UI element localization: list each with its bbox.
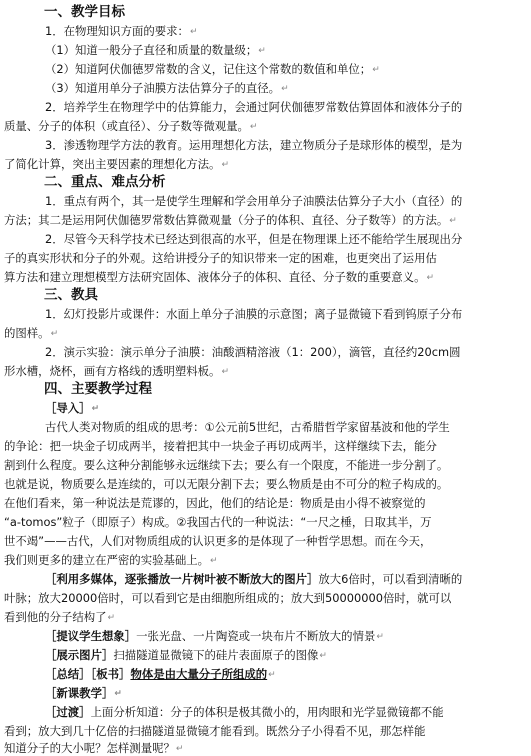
text-line: 2．培养学生在物理学中的估算能力，会通过阿伏伽德罗常数估算固体和液体分子的 [45,100,463,114]
section-heading: 一、教学目标 [44,4,125,20]
text-line: ［导入］ ↵ [45,401,99,416]
text-fragment: 放大6倍时，可以看到清晰的 [318,572,463,586]
bracket-label: ［展示图片］ [45,648,114,662]
text-line: 3．渗透物理学方法的教育。运用理想化方法，建立物质分子是球形体的模型，是为 [45,138,463,152]
text-line [45,629,384,644]
text-line: 1．重点有两个，其一是使学生理解和学会用单分子油膜法估算分子大小（直径）的 [45,194,463,208]
text-line: 的争论：把一块金子切成两半，接着把其中一块金子再切成两半，这样继续下去，能分 [4,439,437,453]
text-line: 了简化计算，突出主要因素的理想化方法。 ↵ [4,157,229,172]
text-line: 算方法和建立理想模型方法研究固体、液体分子的体积、直径、分子数的重要意义。 ↵ [4,270,434,285]
text-line: 2．尽管今天科学技术已经达到很高的水平，但是在物理课上还不能给学生展现出分 [45,232,463,246]
text-line: 1．在物理知识方面的要求： ↵ [45,24,197,39]
section-heading: 三、教具 [44,287,98,303]
text-line: 的图样。 ↵ [4,326,58,341]
text-line: 世不竭”——古代，人们对物质组成的认识更多的是体现了一种哲学思想。而在今天， [4,534,432,548]
text-fragment: 一张光盘、一片陶瓷或一块布片不断放大的情景 [136,629,376,643]
board-text: 物体是由大量分子所组成的 [130,667,268,681]
text-line: 质量、分子的体积（或直径）、分子数等微观量。 ↵ [4,119,257,134]
text-line: 我们则更多的建立在严密的实验基础上。 ↵ [4,553,218,568]
bracket-label: ［利用多媒体，逐张播放一片树叶被不断放大的图片］ [45,572,319,586]
section-heading: 四、主要教学过程 [44,381,152,397]
text-line: 在他们看来，第一种说法是荒谬的，因此，他们的结论是：物质是由小得不被察觉的 [4,496,426,510]
text-line: “a-tomos”粒子（即原子）构成。②我国古代的一种说法：“一尺之棰，日取其半，万 [4,515,432,529]
text-line: 割到什么程度。要么这种分割能够永远继续下去；要么有一个限度，不能进一步分割了。 [4,458,449,472]
text-line [45,572,462,586]
text-line: 看到；放大到几十亿倍的扫描隧道显微镜才能看到。既然分子小得看不见，那怎样能 [4,724,426,738]
text-line: （2）知道阿伏伽德罗常数的含义，记住这个常数的数值和单位； ↵ [45,62,380,77]
text-line: 1．幻灯投影片或课件：水面上单分子油膜的示意图；离子显微镜下看到钨原子分布 [45,307,463,321]
text-line: 形水槽，烧杯，画有方格线的透明塑料板。 ↵ [4,364,229,379]
bracket-label: ［总结］［板书］ [45,667,131,681]
text-line: 子的真实形状和分子的外观。这给讲授分子的知识带来一定的困难，也更突出了运用估 [4,251,437,265]
text-line [45,667,276,682]
text-line: 知道分子的大小呢？怎样测量呢？ ↵ [4,741,183,756]
text-line: 叶脉；放大20000倍时，可以看到它是由细胞所组成的；放大到50000000倍时，就可以 [4,591,452,605]
bracket-label: ［过渡］ [45,705,91,719]
text-fragment: 扫描隧道显微镜下的硅片表面原子的图像 [113,648,319,662]
text-line: 方法；其二是运用阿伏伽德罗常数估算微观量（分子的体积、直径、分子数等）的方法。 ↵ [4,213,457,228]
text-line [45,648,327,663]
text-line: 也就是说，物质要么是连续的，可以无限分割下去；要么物质是由不可分的粒子构成的。 [4,477,449,491]
bracket-label: ［提议学生想象］ [45,629,137,643]
text-line: 古代人类对物质的组成的思考：①公元前5世纪，古希腊哲学家留基波和他的学生 [45,420,450,434]
text-line: （3）知道用单分子油膜方法估算分子的直径。 ↵ [45,81,289,96]
section-heading: 二、重点、难点分析 [44,174,166,190]
text-line: （1）知道一般分子直径和质量的数量级； ↵ [45,43,266,58]
text-line: 看到他的分子结构了 ↵ [4,610,115,625]
text-line: ［新课教学］ ↵ [45,686,122,701]
text-fragment: 上面分析知道：分子的体积是极其微小的，用肉眼和光学显微镜都不能 [90,705,444,719]
text-line: 2．演示实验：演示单分子油膜：油酸酒精溶液（1：200），滴管，直径约20cm圆 [45,345,461,359]
text-line [45,705,444,719]
